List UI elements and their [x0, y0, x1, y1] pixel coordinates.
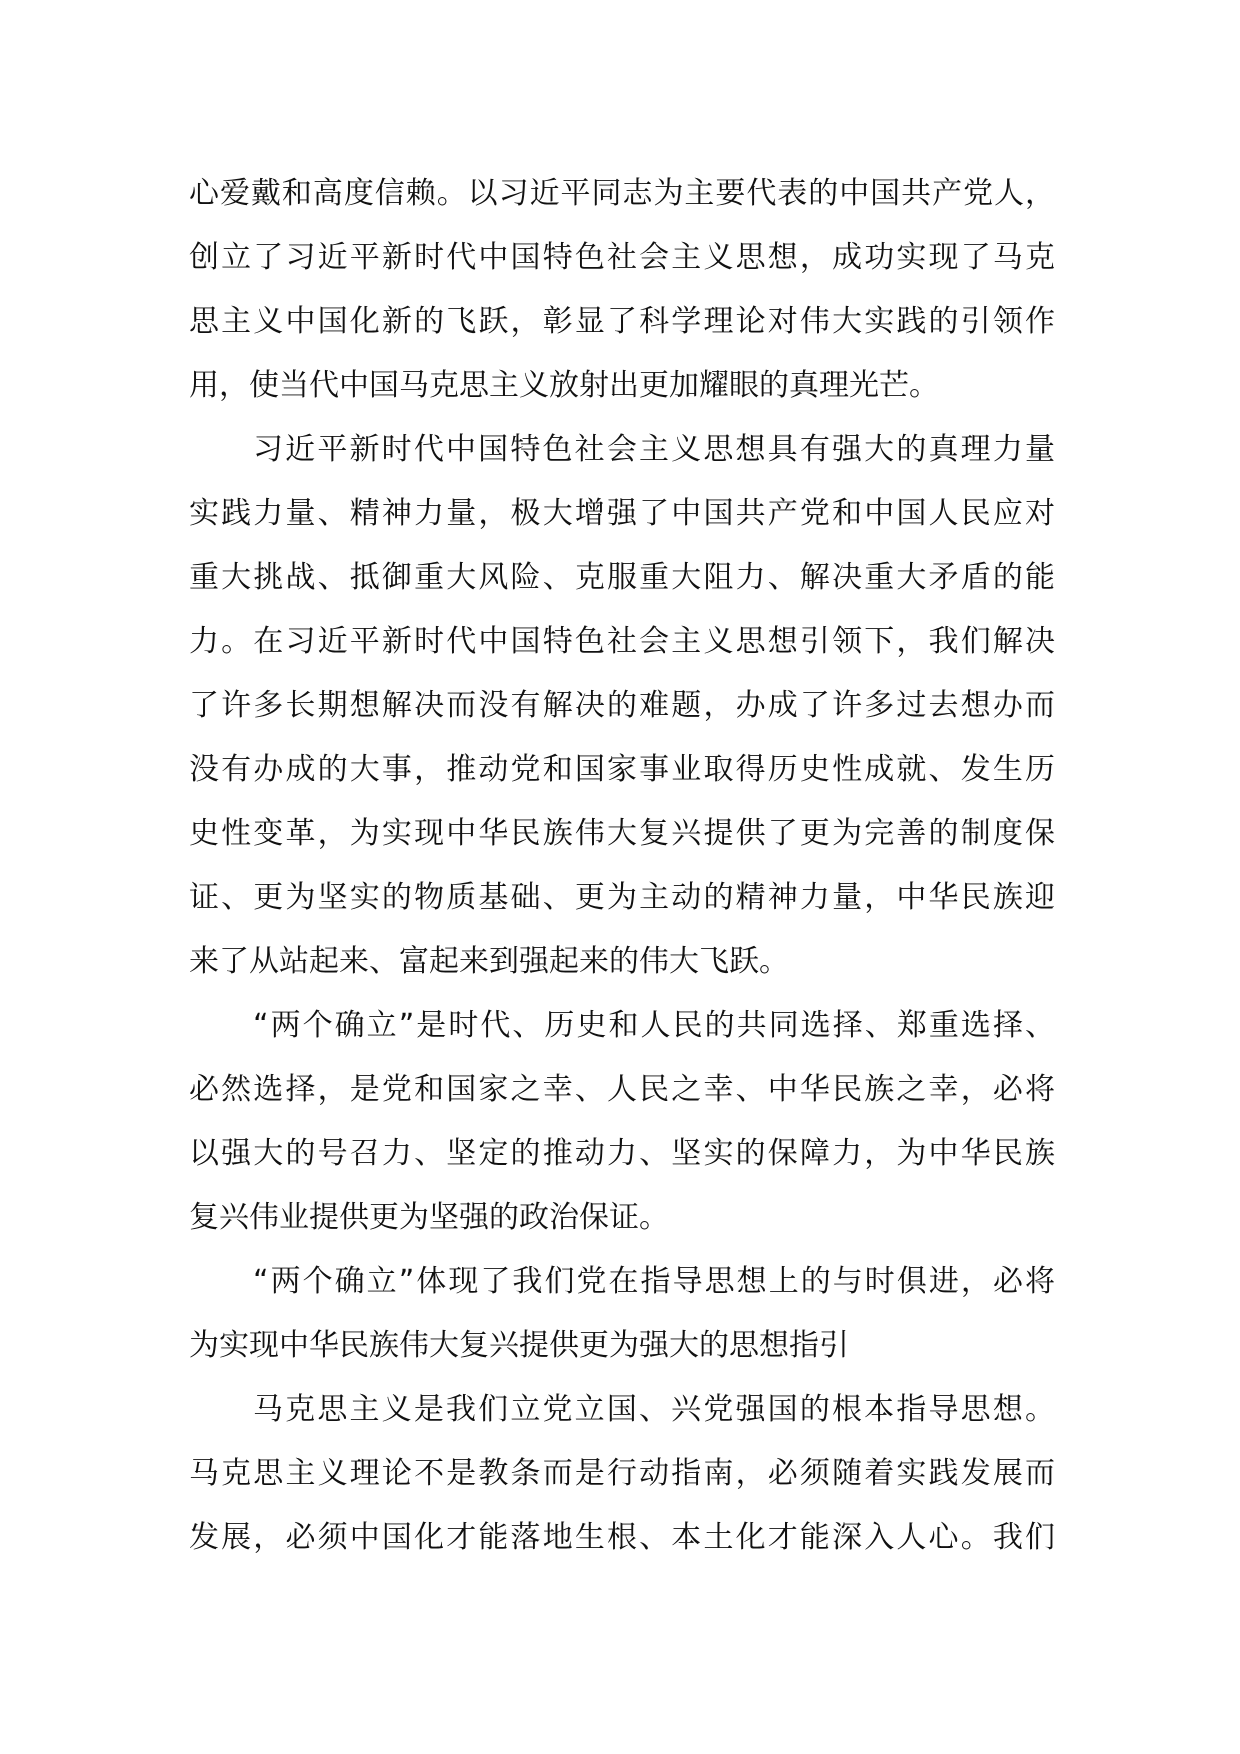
text-line: 创立了习近平新时代中国特色社会主义思想，成功实现了马克: [189, 240, 1055, 275]
paragraph-first-line: 习近平新时代中国特色社会主义思想具有强大的真理力量: [253, 432, 1055, 467]
text-line: 心爱戴和高度信赖。以习近平同志为主要代表的中国共产党人，: [189, 176, 1055, 211]
text-line: 重大挑战、抵御重大风险、克服重大阻力、解决重大矛盾的能: [189, 560, 1055, 595]
text-line: 马克思主义理论不是教条而是行动指南，必须随着实践发展而: [189, 1456, 1055, 1491]
text-line: 实践力量、精神力量，极大增强了中国共产党和中国人民应对: [189, 496, 1055, 531]
text-line: 用，使当代中国马克思主义放射出更加耀眼的真理光芒。: [189, 368, 939, 403]
text-line: 来了从站起来、富起来到强起来的伟大飞跃。: [189, 944, 789, 979]
text-line: 证、更为坚实的物质基础、更为主动的精神力量，中华民族迎: [189, 880, 1055, 915]
text-line: 思主义中国化新的飞跃，彰显了科学理论对伟大实践的引领作: [189, 304, 1055, 339]
paragraph-first-line: “两个确立”是时代、历史和人民的共同选择、郑重选择、: [253, 1008, 1055, 1043]
text-line: 复兴伟业提供更为坚强的政治保证。: [189, 1200, 669, 1235]
text-line: 了许多长期想解决而没有解决的难题，办成了许多过去想办而: [189, 688, 1055, 723]
text-line: 史性变革，为实现中华民族伟大复兴提供了更为完善的制度保: [189, 816, 1055, 851]
text-line: 力。在习近平新时代中国特色社会主义思想引领下，我们解决: [189, 624, 1055, 659]
section-heading-line: 为实现中华民族伟大复兴提供更为强大的思想指引: [189, 1328, 849, 1363]
text-line: 发展，必须中国化才能落地生根、本土化才能深入人心。我们: [189, 1520, 1055, 1555]
text-line: 没有办成的大事，推动党和国家事业取得历史性成就、发生历: [189, 752, 1055, 787]
section-heading-line: “两个确立”体现了我们党在指导思想上的与时俱进，必将: [253, 1264, 1055, 1299]
text-line: 以强大的号召力、坚定的推动力、坚实的保障力，为中华民族: [189, 1136, 1055, 1171]
text-line: 必然选择，是党和国家之幸、人民之幸、中华民族之幸，必将: [189, 1072, 1055, 1107]
paragraph-first-line: 马克思主义是我们立党立国、兴党强国的根本指导思想。: [253, 1392, 1055, 1427]
